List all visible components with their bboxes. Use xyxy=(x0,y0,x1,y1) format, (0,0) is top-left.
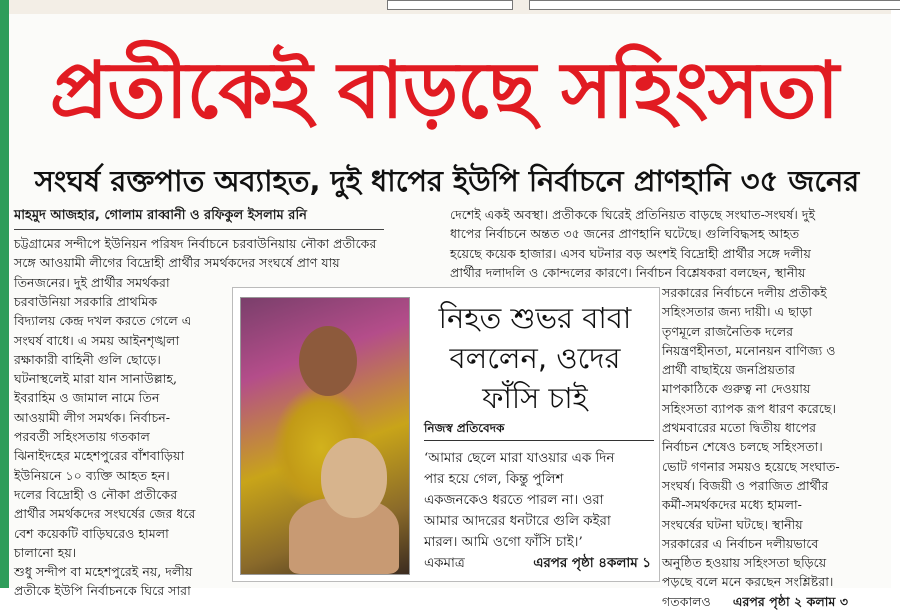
text-line: দেশেই একই অবস্থা। প্রতীককে ঘিরেই প্রতিনিয়ত বাড়ছে সংঘাত-সংঘর্ষ। দুই xyxy=(450,207,816,222)
text-line: একজনকেও ধরতে পারল না। ওরা xyxy=(424,493,604,508)
top-box-left xyxy=(387,0,513,10)
text-line: ‘আমার ছেলে মারা যাওয়ার এক দিন xyxy=(424,451,615,466)
sidebar-headline-line: নিহত শুভর বাবা xyxy=(438,301,632,335)
left-intro-text xyxy=(14,234,438,292)
text-line: ধাপের নির্বাচনে অন্তত ৩৫ জনের প্রাণহানি ঘটেছে। গুলিবিদ্ধসহ আহত xyxy=(450,226,800,242)
text-line: আওয়ামী লীগ সমর্থক। নির্বাচন- xyxy=(14,409,171,425)
text-line: পার হয়ে গেল, কিন্তু পুলিশ xyxy=(424,472,564,487)
text-line: ঝিনাইদহের মহেশপুরের বাঁশবাড়িয়া xyxy=(14,448,185,464)
text-line: কর্মী-সমর্থকদের মধ্যে হামলা- xyxy=(662,497,802,513)
continued-text: গতকালও xyxy=(662,593,711,609)
news-photo xyxy=(240,297,410,575)
page-edge-green xyxy=(0,0,9,588)
text-line xyxy=(662,592,882,611)
right-column xyxy=(662,283,882,609)
text-line: দলের বিদ্রোহী ও নৌকা প্রতীকের xyxy=(14,486,178,502)
text-line: ইউনিয়নে ১০ ব্যক্তি আহত হন। xyxy=(14,467,170,483)
text-line: প্রতীকে ইউপি নির্বাচনকে ঘিরে সারা xyxy=(14,583,191,599)
continued-text: একমাত্র xyxy=(424,556,465,571)
sidebar-headline-line: ফাঁসি চাই xyxy=(482,381,588,415)
text-line: পড়ছে বলে মনে করছেন সংশ্লিষ্টরা। xyxy=(662,574,834,590)
headline: প্রতীকেই বাড়ছে সহিংসতা xyxy=(49,46,839,136)
sidebar-rule xyxy=(424,440,654,441)
text-line: প্রথমবারের মতো দ্বিতীয় ধাপের xyxy=(662,420,817,436)
text-line: সংঘর্ষ। বিজয়ী ও পরাজিত প্রার্থীর xyxy=(662,477,829,493)
text-line: চট্টগ্রামের সন্দীপে ইউনিয়ন পরিষদ নির্বাচনে চরবাউনিয়ায় নৌকা প্রতীকের xyxy=(14,236,377,251)
text-line: মাপকাঠিকে গুরুত্ব না দেওয়ায় xyxy=(662,381,811,397)
text-line: সংঘর্ষ বাধে। এ সময় আইনশৃঙ্খলা xyxy=(14,332,180,348)
text-line: ভোট গণনার সময়ও হয়েছে সংঘাত- xyxy=(662,458,840,474)
text-line: অনুষ্ঠিত হওয়ায় সহিংসতা ছড়িয়ে xyxy=(662,555,827,571)
text-line: শুধু সন্দীপ বা মহেশপুরেই নয়, দলীয় xyxy=(14,564,193,580)
text-line: চালানো হয়। xyxy=(14,544,77,560)
continued-jump-link[interactable]: এরপর পৃষ্ঠা ৪কলাম ১ xyxy=(533,556,651,571)
text-line: বেশ কয়েকটি বাড়িঘরেও হামলা xyxy=(14,525,169,541)
photo-woman-face xyxy=(299,326,357,396)
text-line: প্রার্থীর দলাদলি ও কোন্দলের কারণে। নির্বাচন বিশ্লেষকরা বলছেন, স্থানীয় xyxy=(450,264,806,280)
byline: মাহমুদ আজহার, গোলাম রাব্বানী ও রফিকুল ইসলাম রনি xyxy=(14,208,307,223)
text-line: তিনজনের। দুই প্রার্থীর সমর্থকরা xyxy=(14,274,170,290)
sidebar-headline xyxy=(416,298,654,415)
text-line: সরকারের এ নির্বাচন দলীয়ভাবে xyxy=(662,535,819,551)
text-line: রক্ষাকারী বাহিনী গুলি ছোড়ে। xyxy=(14,351,161,367)
top-box-right xyxy=(529,0,900,10)
text-line: হয়েছে কয়েক হাজার। এসব ঘটনার বড় অংশই বিদ্রোহী প্রার্থীর সঙ্গে দলীয় xyxy=(450,245,811,261)
photo-child-face xyxy=(321,438,387,518)
text-line: নির্বাচন শেষেও চলছে সহিংসতা। xyxy=(662,439,823,455)
text-line: প্রার্থীর সমর্থকদের সংঘর্ষের জের ধরে xyxy=(14,506,196,522)
left-column xyxy=(14,292,230,599)
text-line: পরবর্তী সহিংসতায় গতকাল xyxy=(14,429,150,445)
text-line: মারল। আমি ওগো ফাঁসি চাই।’ xyxy=(424,535,583,550)
text-line: বিদ্যালয় কেন্দ্র দখল করতে গেলে এ xyxy=(14,313,192,329)
text-line: ইবরাহিম ও জামাল নামে তিন xyxy=(14,390,160,406)
byline-rule xyxy=(14,229,384,230)
text-line: সরকারের নির্বাচনে দলীয় প্রতীকই xyxy=(662,285,827,300)
sidebar-headline-line: বললেন, ওদের xyxy=(449,341,621,375)
sidebar-byline: নিজস্ব প্রতিবেদক xyxy=(424,421,505,435)
top-strip xyxy=(9,0,891,14)
subheadline: সংঘর্ষ রক্তপাত অব্যাহত, দুই ধাপের ইউপি নির্বাচনে প্রাণহানি ৩৫ জনের xyxy=(34,164,860,198)
text-line: নিয়ন্ত্রণহীনতা, মনোনয়ন বাণিজ্য ও xyxy=(662,342,836,358)
text-line xyxy=(424,553,654,574)
text-line: চরবাউনিয়া সরকারি প্রাথমিক xyxy=(14,294,158,309)
sidebar-body xyxy=(424,448,654,578)
continued-jump-link[interactable]: এরপর পৃষ্ঠা ২ কলাম ৩ xyxy=(732,593,849,609)
text-line: সহিংসতার জন্য দায়ী। এ ছাড়া xyxy=(662,304,813,320)
text-line: আমার আদরের ধনটারে গুলি কইরা xyxy=(424,514,611,529)
text-line: সহিংসতা ব্যাপক রূপ ধারণ করেছে। xyxy=(662,400,837,416)
text-line: সংঘর্ষের ঘটনা ঘটছে। স্থানীয় xyxy=(662,516,803,532)
text-line: তৃণমূলে রাজনৈতিক দলের xyxy=(662,323,794,339)
text-line: সঙ্গে আওয়ামী লীগের বিদ্রোহী প্রার্থীর সমর্থকদের সংঘর্ষে প্রাণ যায় xyxy=(14,255,340,271)
right-intro-text xyxy=(450,205,882,283)
text-line: ঘটনাস্থলেই মারা যান সানাউল্লাহ, xyxy=(14,371,177,387)
text-line: প্রার্থী বাছাইয়ে জনপ্রিয়তার xyxy=(662,362,796,378)
